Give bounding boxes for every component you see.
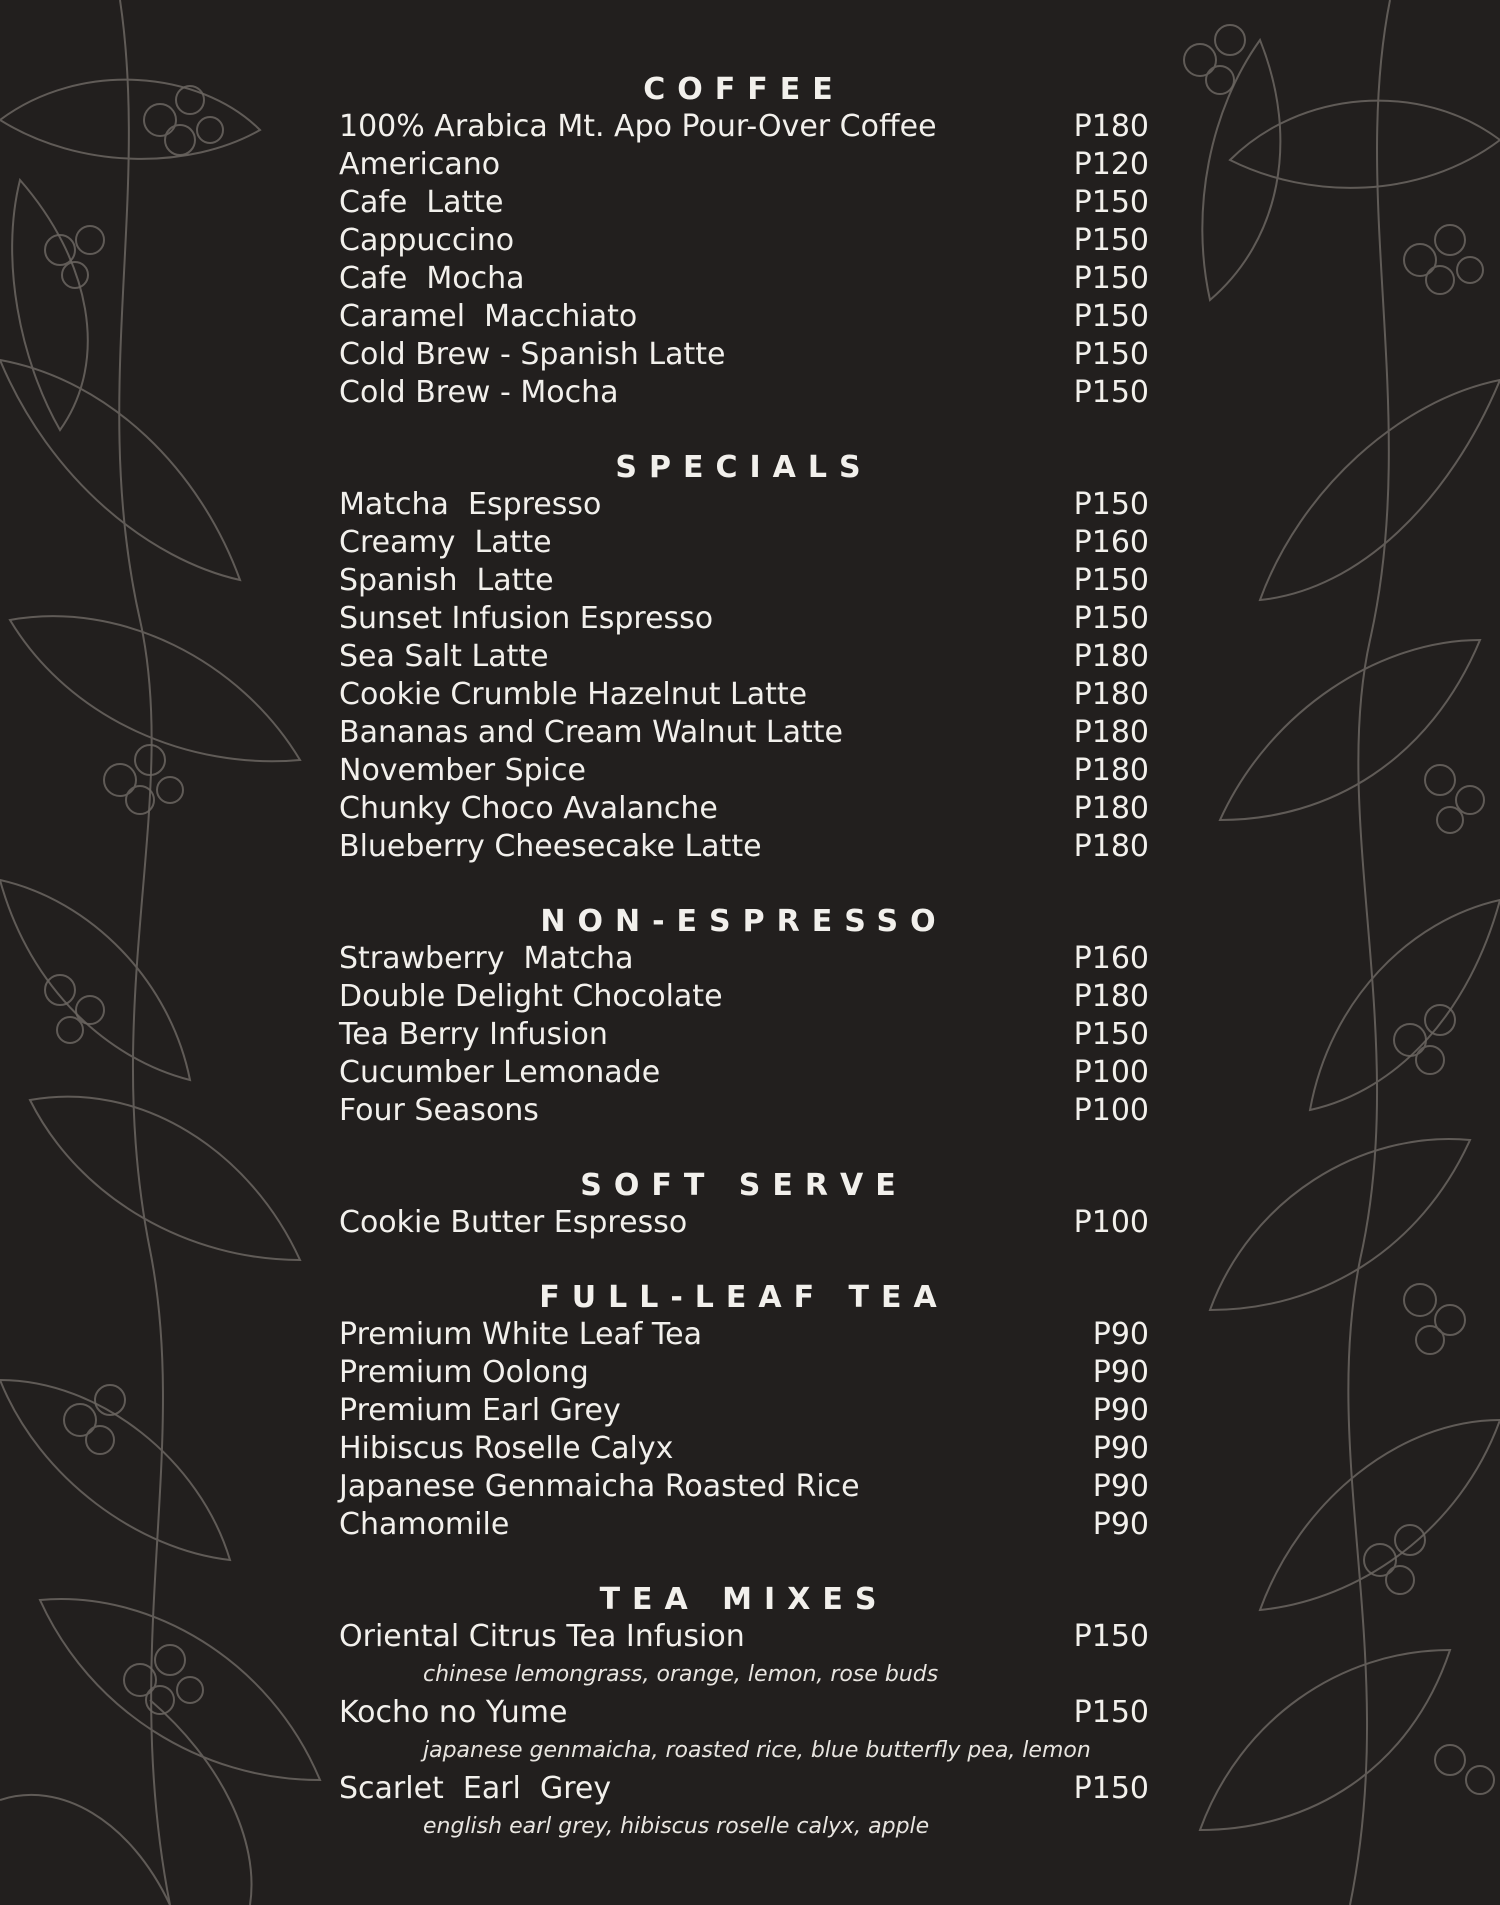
item-name: Blueberry Cheesecake Latte [339, 829, 762, 864]
menu-item [339, 260, 1149, 298]
item-name: Tea Berry Infusion [339, 1017, 608, 1052]
item-name: Cold Brew - Mocha [339, 375, 619, 410]
item-name: Strawberry Matcha [339, 941, 634, 976]
item-name: Premium Earl Grey [339, 1393, 621, 1428]
menu-item [339, 1506, 1149, 1544]
menu-item [339, 978, 1149, 1016]
item-name: Cafe Latte [339, 185, 504, 220]
item-price: P150 [1073, 1619, 1149, 1654]
menu-item [339, 1204, 1149, 1242]
section-title: NON-ESPRESSO [540, 904, 948, 939]
menu-item [339, 600, 1149, 638]
item-price: P150 [1073, 1771, 1149, 1806]
item-name: Cafe Mocha [339, 261, 525, 296]
item-name: 100% Arabica Mt. Apo Pour-Over Coffee [339, 109, 937, 144]
item-name: Premium Oolong [339, 1355, 589, 1390]
menu-item [339, 752, 1149, 790]
menu-item [339, 714, 1149, 752]
menu-item [339, 940, 1149, 978]
item-name: Sunset Infusion Espresso [339, 601, 714, 636]
item-name: Oriental Citrus Tea Infusion [339, 1619, 745, 1654]
item-name: Americano [339, 147, 501, 182]
menu-item [339, 1618, 1149, 1656]
item-price: P180 [1073, 979, 1149, 1014]
item-name: Caramel Macchiato [339, 299, 638, 334]
menu-item [339, 1392, 1149, 1430]
item-price: P180 [1073, 715, 1149, 750]
menu-item [339, 676, 1149, 714]
item-name: Creamy Latte [339, 525, 552, 560]
section-non-espresso [339, 904, 1149, 1130]
menu-item [339, 298, 1149, 336]
item-price: P150 [1073, 563, 1149, 598]
item-name: Matcha Espresso [339, 487, 602, 522]
item-price: P100 [1073, 1205, 1149, 1240]
item-price: P100 [1073, 1093, 1149, 1128]
menu-item [339, 374, 1149, 412]
item-name: Kocho no Yume [339, 1695, 568, 1730]
item-price: P180 [1073, 791, 1149, 826]
item-price: P150 [1073, 601, 1149, 636]
menu-item [339, 222, 1149, 260]
menu-item [339, 562, 1149, 600]
section-title: COFFEE [643, 72, 845, 107]
item-name: Cold Brew - Spanish Latte [339, 337, 726, 372]
menu-item [339, 336, 1149, 374]
section-title: SPECIALS [615, 450, 873, 485]
item-description: japanese genmaicha, roasted rice, blue butterfly pea, lemon [423, 1738, 1091, 1763]
item-name: Bananas and Cream Walnut Latte [339, 715, 843, 750]
section-specials [339, 450, 1149, 866]
item-name: Four Seasons [339, 1093, 539, 1128]
item-price: P100 [1073, 1055, 1149, 1090]
item-name: Double Delight Chocolate [339, 979, 723, 1014]
item-price: P90 [1092, 1393, 1149, 1428]
item-price: P90 [1092, 1469, 1149, 1504]
item-name: Chunky Choco Avalanche [339, 791, 718, 826]
menu-item [339, 1468, 1149, 1506]
menu-item [339, 638, 1149, 676]
item-name: Premium White Leaf Tea [339, 1317, 702, 1352]
item-price: P120 [1073, 147, 1149, 182]
item-price: P180 [1073, 639, 1149, 674]
item-price: P90 [1092, 1507, 1149, 1542]
item-name: Scarlet Earl Grey [339, 1771, 612, 1806]
section-soft-serve [339, 1168, 1149, 1242]
item-name: Cookie Butter Espresso [339, 1205, 688, 1240]
item-name: Hibiscus Roselle Calyx [339, 1431, 674, 1466]
section-full-leaf-tea [339, 1280, 1149, 1544]
menu-item [339, 1316, 1149, 1354]
item-price: P150 [1073, 337, 1149, 372]
section-tea-mixes [339, 1582, 1149, 1846]
item-description: english earl grey, hibiscus roselle calyx, apple [423, 1814, 930, 1839]
menu-item [339, 1694, 1149, 1732]
item-price: P150 [1073, 185, 1149, 220]
menu-item [339, 1016, 1149, 1054]
menu-item [339, 524, 1149, 562]
item-price: P150 [1073, 375, 1149, 410]
item-price: P180 [1073, 753, 1149, 788]
item-name: Japanese Genmaicha Roasted Rice [339, 1469, 860, 1504]
item-price: P90 [1092, 1431, 1149, 1466]
item-name: Cucumber Lemonade [339, 1055, 661, 1090]
menu-item [339, 184, 1149, 222]
menu-item [339, 1770, 1149, 1808]
item-price: P150 [1073, 223, 1149, 258]
menu-item [339, 828, 1149, 866]
item-price: P160 [1073, 525, 1149, 560]
item-price: P150 [1073, 1695, 1149, 1730]
item-name: Chamomile [339, 1507, 510, 1542]
menu-item [339, 790, 1149, 828]
item-description: chinese lemongrass, orange, lemon, rose buds [423, 1662, 939, 1687]
item-price: P160 [1073, 941, 1149, 976]
menu-item [339, 1354, 1149, 1392]
section-title: SOFT SERVE [580, 1168, 908, 1203]
item-name: Cookie Crumble Hazelnut Latte [339, 677, 808, 712]
item-name: Sea Salt Latte [339, 639, 549, 674]
item-price: P180 [1073, 109, 1149, 144]
item-price: P150 [1073, 261, 1149, 296]
item-name: November Spice [339, 753, 586, 788]
section-coffee [339, 72, 1149, 412]
section-title: FULL-LEAF TEA [539, 1280, 949, 1315]
item-price: P90 [1092, 1317, 1149, 1352]
item-price: P150 [1073, 299, 1149, 334]
item-price: P90 [1092, 1355, 1149, 1390]
item-name: Spanish Latte [339, 563, 554, 598]
menu [339, 72, 1149, 1846]
menu-item [339, 108, 1149, 146]
item-name: Cappuccino [339, 223, 515, 258]
menu-item [339, 1092, 1149, 1130]
menu-item [339, 486, 1149, 524]
menu-item [339, 1054, 1149, 1092]
menu-item [339, 146, 1149, 184]
item-price: P180 [1073, 677, 1149, 712]
item-price: P150 [1073, 1017, 1149, 1052]
menu-item [339, 1430, 1149, 1468]
section-title: TEA MIXES [599, 1582, 889, 1617]
item-price: P150 [1073, 487, 1149, 522]
item-price: P180 [1073, 829, 1149, 864]
